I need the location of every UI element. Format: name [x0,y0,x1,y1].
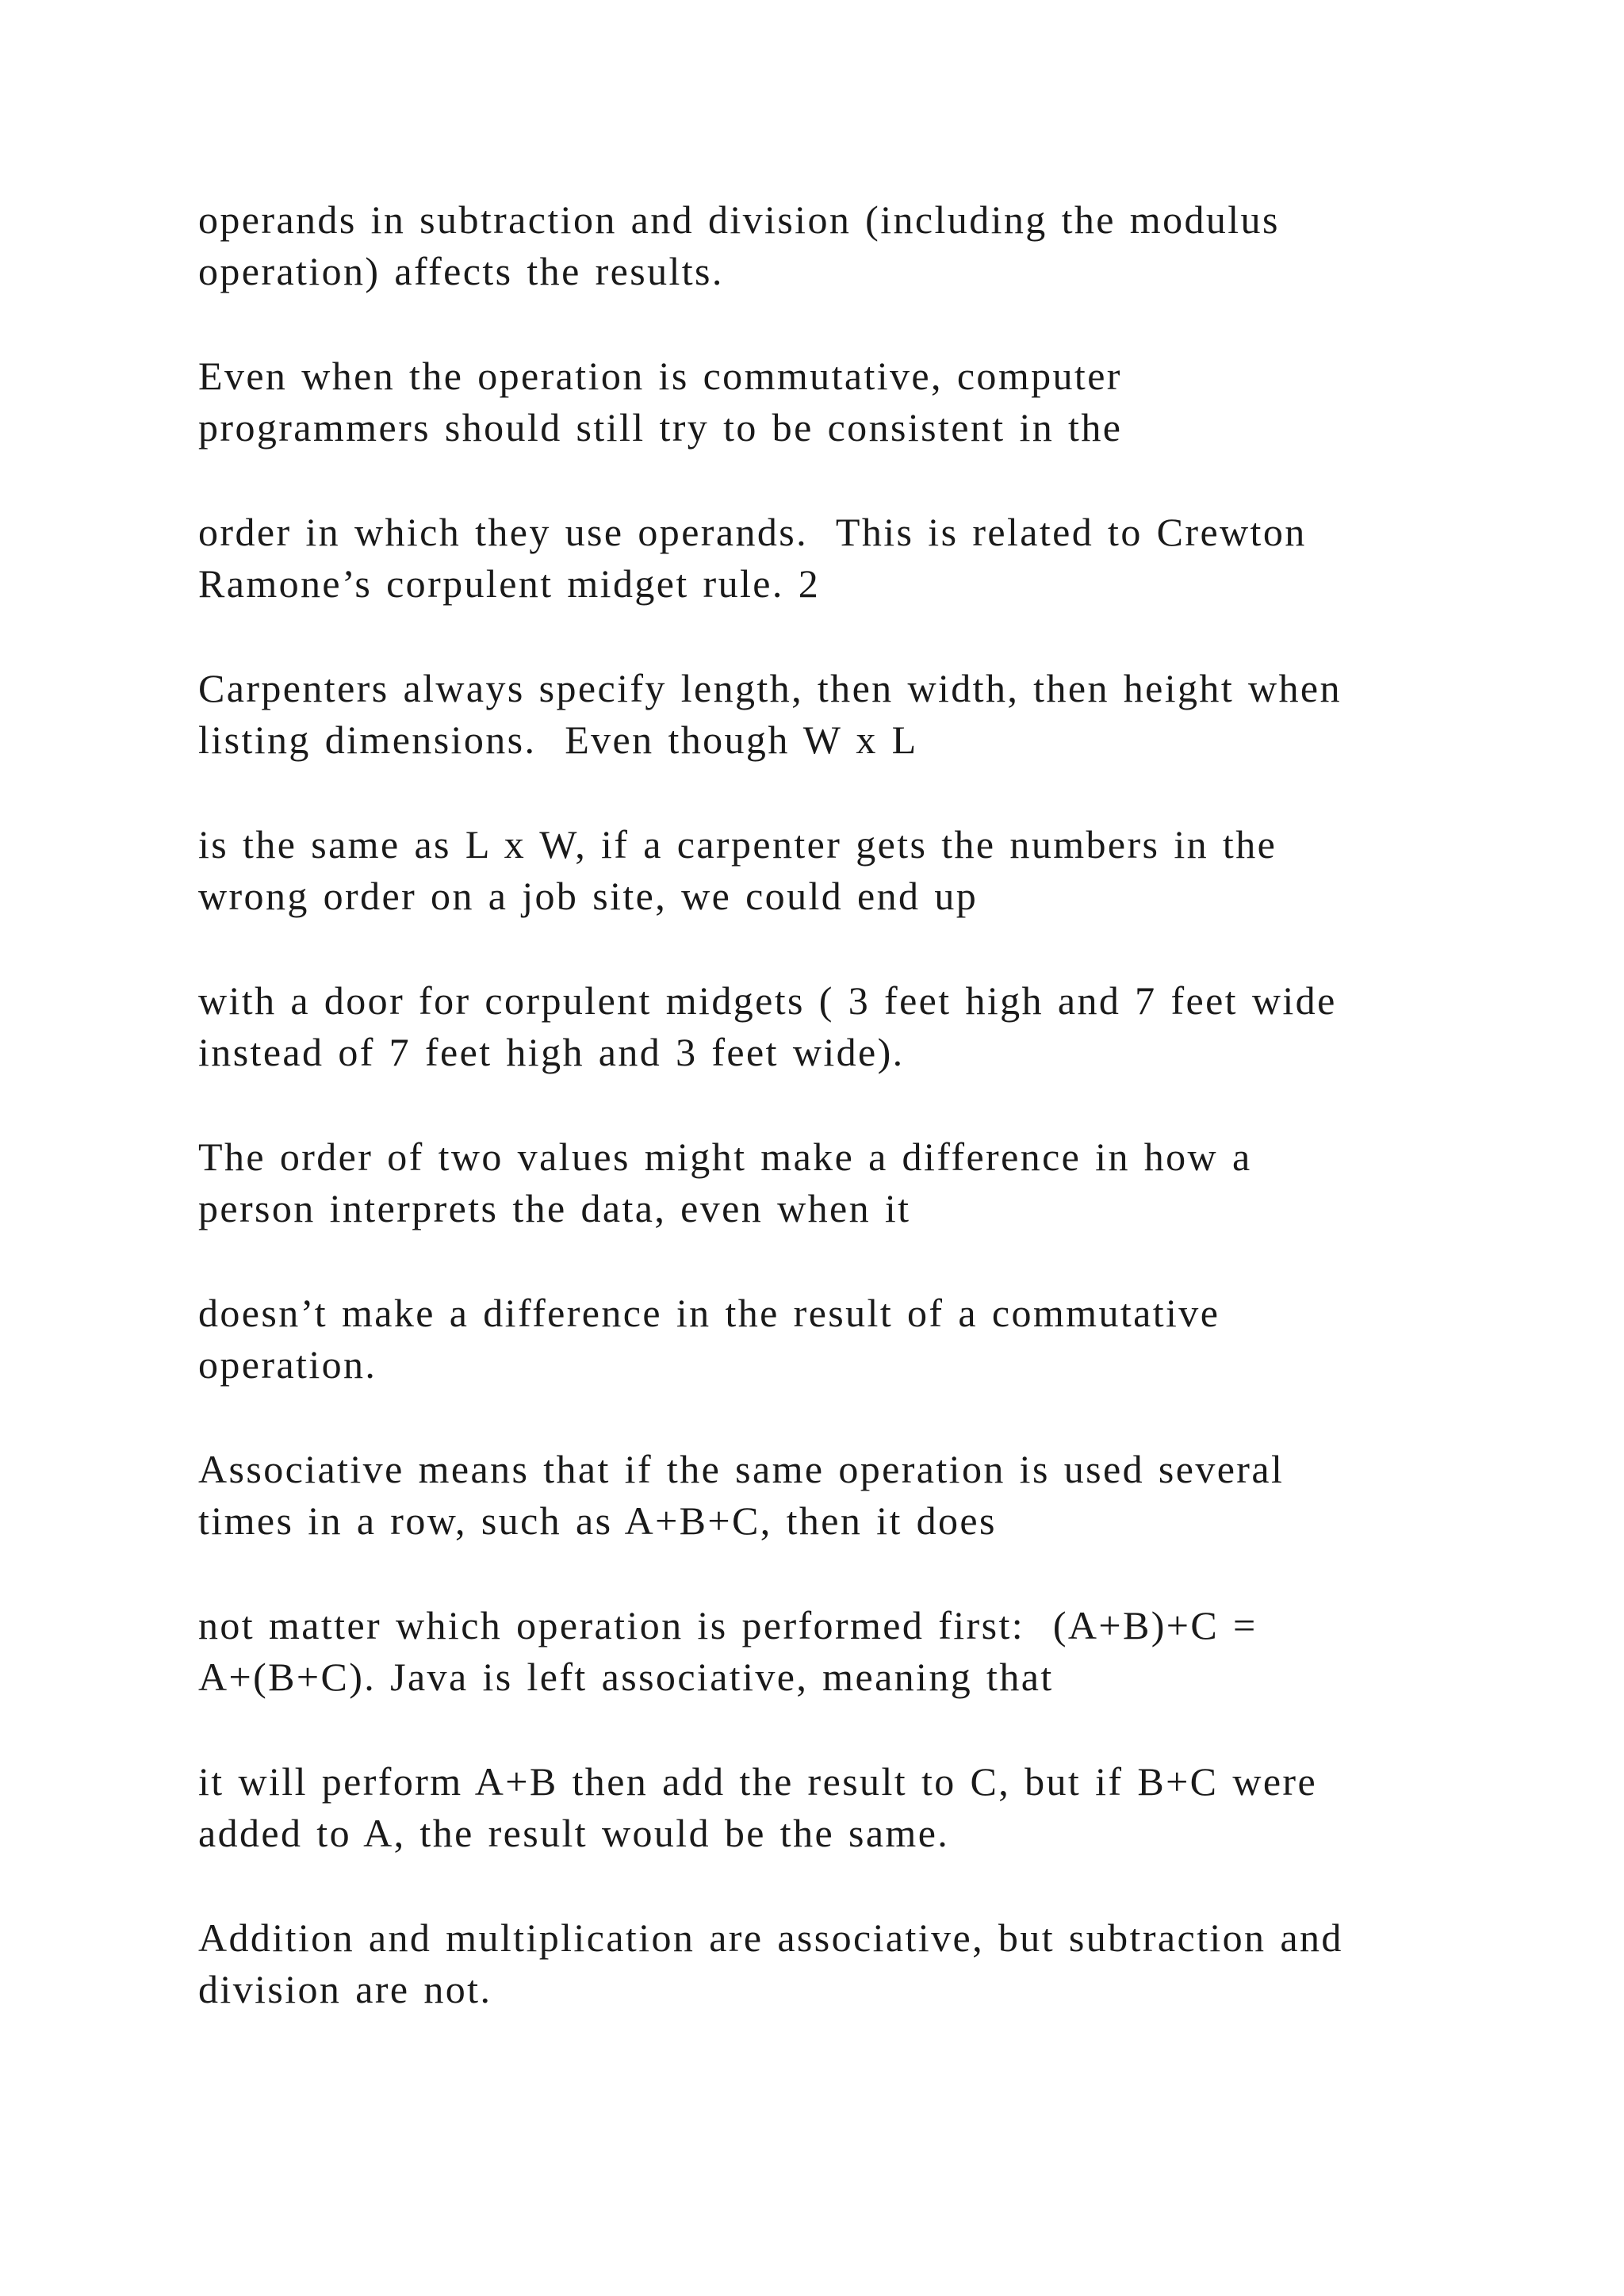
text-line: programmers should still try to be consistent in the [198,405,1123,450]
paragraph [198,1131,1499,1234]
text-line: operation. [198,1342,377,1387]
paragraph [198,975,1499,1078]
paragraph [198,1444,1499,1547]
text-line: times in a row, such as A+B+C, then it does [198,1498,997,1543]
text-line: division are not. [198,1967,492,2011]
text-line: added to A, the result would be the same. [198,1811,950,1855]
paragraph [198,819,1499,922]
document-body [198,194,1499,2068]
paragraph [198,350,1499,453]
text-line: operation) affects the results. [198,249,724,293]
paragraph [198,1288,1499,1391]
text-line: person interprets the data, even when it [198,1186,911,1230]
text-line: order in which they use operands. This is related to Crewton [198,510,1307,554]
text-line: Ramone’s corpulent midget rule. 2 [198,561,821,606]
text-line: operands in subtraction and division (including the modulus [198,197,1280,242]
text-line: with a door for corpulent midgets ( 3 feet high and 7 feet wide [198,978,1337,1023]
text-line: Addition and multiplication are associative, but subtraction and [198,1915,1343,1960]
paragraph [198,1912,1499,2015]
text-line: Associative means that if the same operation is used several [198,1447,1285,1491]
paragraph [198,507,1499,610]
text-line: not matter which operation is performed first: (A+B)+C = [198,1603,1258,1647]
text-line: Even when the operation is commutative, computer [198,354,1122,398]
text-line: is the same as L x W, if a carpenter gets the numbers in the [198,822,1277,867]
text-line: A+(B+C). Java is left associative, meaning that [198,1655,1054,1699]
text-line: Carpenters always specify length, then width, then height when [198,666,1342,710]
paragraph [198,663,1499,766]
text-line: instead of 7 feet high and 3 feet wide). [198,1030,905,1074]
text-line: The order of two values might make a difference in how a [198,1135,1252,1179]
text-line: wrong order on a job site, we could end up [198,874,979,918]
text-line: it will perform A+B then add the result to C, but if B+C were [198,1759,1318,1804]
text-line: listing dimensions. Even though W x L [198,718,918,762]
paragraph [198,1756,1499,1859]
paragraph [198,194,1499,297]
paragraph [198,1600,1499,1703]
text-line: doesn’t make a difference in the result of a commutative [198,1291,1220,1335]
